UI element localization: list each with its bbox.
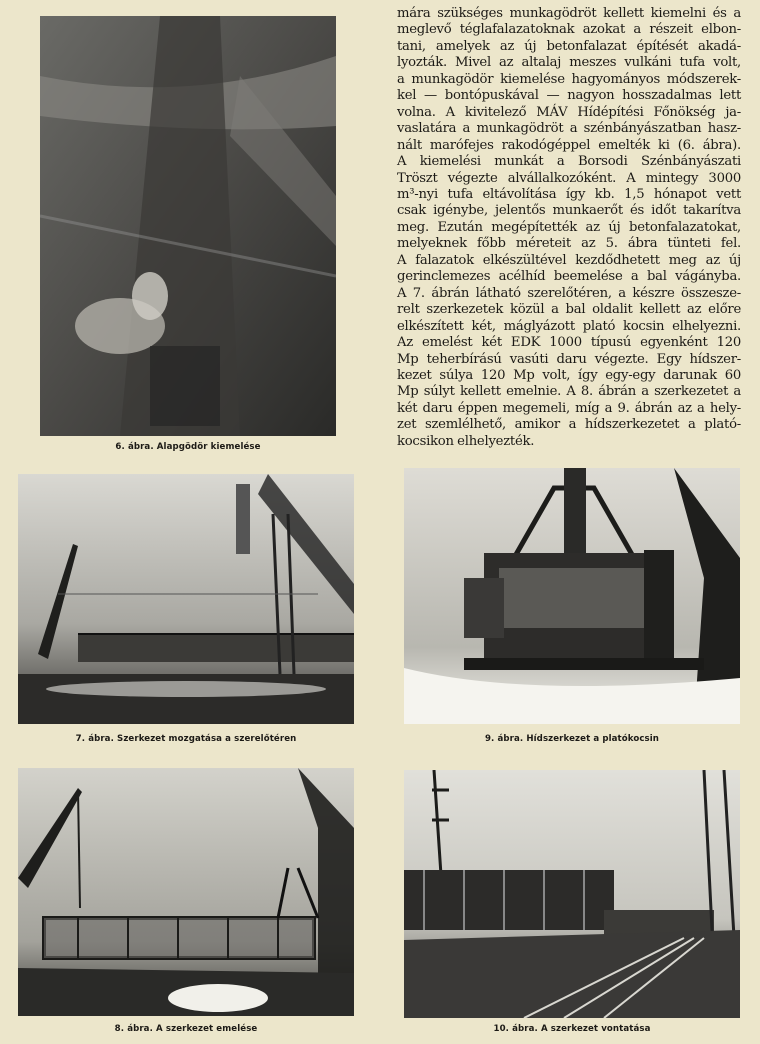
text-line: lyozták. Mivel az altalaj meszes vulkáni tufa volt, [397,55,741,71]
text-line: relt szerkezetek közül a bal oldalit kellett az előre [397,302,741,318]
text-line: zet szemlélhető, amikor a hídszerkezetet a plató- [397,417,741,433]
text-line: meg. Ezután megépítették az új betonfalazatokat, [397,219,741,235]
figure-9-photo [404,468,740,724]
text-line: A falazatok elkészültével kezdődhetett meg az új [397,252,741,268]
text-line: m³-nyi tufa eltávolítása így kb. 1,5 hónapot vett [397,186,741,202]
text-line: nált marófejes rakodógéppel emelték ki (6. ábra). [397,137,741,153]
figure-6-caption: 6. ábra. Alapgödör kiemelése [115,442,261,452]
text-line: mára szükséges munkagödröt kellett kiemelni és a [397,6,741,21]
text-line: csak igénybe, jelentős munkaerőt és időt takarítva [397,203,741,219]
text-line: meglevő téglafalazatoknak azokat a részeit elbon- [397,22,741,38]
text-line: kezet súlya 120 Mp volt, így egy-egy darunak 60 [397,367,741,383]
text-line: Mp teherbírású vasúti daru végezte. Egy hídszer- [397,351,741,367]
figure-10-caption: 10. ábra. A szerkezet vontatása [493,1024,651,1034]
text-line: volna. A kivitelező MÁV Hídépítési Főnökség ja- [397,104,741,120]
text-line: a munkagödör kiemelése hagyományos módszerek- [397,71,741,87]
text-line: két daru éppen megemeli, míg a 9. ábrán az a hely- [397,400,741,416]
figure-9-caption: 9. ábra. Hídszerkezet a platókocsin [484,734,660,744]
figure-6-photo [40,16,336,436]
figure-7-caption: 7. ábra. Szerkezet mozgatása a szerelőtéren [75,734,297,744]
text-line: Az emelést két EDK 1000 típusú egyenként 120 [397,335,741,351]
figure-7-photo [18,474,354,724]
text-line: Tröszt végezte alvállalkozóként. A mintegy 3000 [397,170,741,186]
text-line: elkészített két, máglyázott plató kocsin elhelyezni. [397,318,741,334]
text-line: A kiemelési munkát a Borsodi Szénbányászati [397,154,741,170]
text-line: A 7. ábrán látható szerelőtéren, a készre összesze- [397,285,741,301]
figure-8-photo [18,768,354,1016]
text-line: gerinclemezes acélhíd beemelése a bal vágányba. [397,269,741,285]
text-line: tani, amelyek az új betonfalazat építését akadá- [397,38,741,54]
figure-8-caption: 8. ábra. A szerkezet emelése [114,1024,258,1034]
text-line: vaslatára a munkagödröt a szénbányászatban hasz- [397,121,741,137]
article-text [397,6,741,450]
text-line: Mp súlyt kellett emelnie. A 8. ábrán a szerkezetet a [397,384,741,400]
text-line: kocsikon elhelyezték. [397,433,535,449]
figure-10-photo [404,770,740,1018]
text-line: kel — bontópuskával — nagyon hosszadalmas lett [397,88,741,104]
text-line: melyeknek főbb méreteit az 5. ábra tünteti fel. [397,236,741,252]
